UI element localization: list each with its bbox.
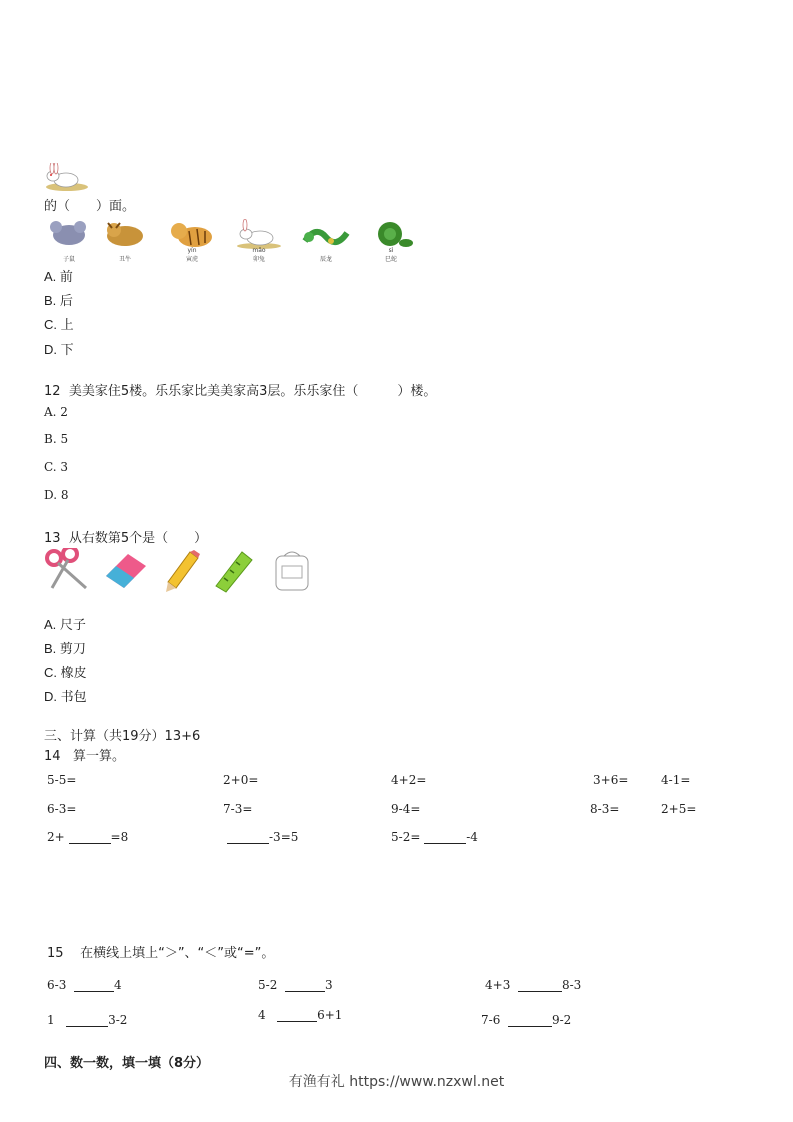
zodiac-label: 寅虎 [185, 256, 198, 263]
question-number: 15 [47, 946, 64, 961]
watermark-footer: 有渔有礼 https://www.nzxwl.net [288, 1074, 505, 1090]
compare-left: 7-6 [481, 1013, 501, 1027]
answer-blank[interactable] [227, 831, 269, 844]
equation: 5-5= [47, 773, 77, 787]
compare-item [485, 978, 581, 992]
zodiac-label: 子鼠 [62, 256, 75, 263]
equation: 3+6= [593, 773, 629, 787]
q11-option-b[interactable]: B. 后 [44, 293, 73, 308]
fill-equation [227, 830, 298, 844]
q12-option-d[interactable]: D. 8 [44, 488, 69, 502]
answer-blank[interactable] [508, 1014, 552, 1027]
answer-blank[interactable] [66, 1014, 108, 1027]
question-number: 12 [44, 384, 61, 399]
zodiac-label: 辰龙 [319, 256, 332, 263]
equation: 7-3= [223, 802, 253, 816]
q12-option-a[interactable]: A. 2 [44, 405, 68, 419]
q12-question [44, 380, 436, 399]
compare-item [47, 1013, 127, 1027]
section-title: 三、计算（共19分）13+6 [44, 729, 201, 744]
equation: 2+0= [223, 773, 259, 787]
compare-left: 1 [47, 1013, 55, 1027]
scissors-image [44, 548, 92, 594]
equation: 4+2= [391, 773, 427, 787]
compare-left: 6-3 [47, 978, 67, 992]
rabbit-image [44, 163, 90, 191]
equation-part: -4 [466, 830, 478, 844]
compare-right: 6+1 [317, 1008, 343, 1022]
zodiac-label: 巳蛇 [384, 256, 397, 263]
question-number: 14 [44, 749, 61, 764]
q13-option-d[interactable]: D. 书包 [44, 689, 87, 704]
q15-question [47, 942, 274, 961]
equation-part: 2+ [47, 830, 65, 844]
compare-left: 4 [258, 1008, 266, 1022]
q12-option-b[interactable]: B. 5 [44, 432, 69, 446]
equation-part: 5-2= [391, 830, 421, 844]
q13-option-a[interactable]: A. 尺子 [44, 617, 86, 632]
q13-option-b[interactable]: B. 剪刀 [44, 641, 86, 656]
equation: 9-4= [391, 802, 421, 816]
compare-item [47, 978, 122, 992]
q14-question [44, 745, 125, 764]
pencil-image [158, 548, 206, 594]
compare-right: 3 [324, 978, 333, 992]
q13-option-c[interactable]: C. 橡皮 [44, 665, 87, 680]
answer-blank[interactable] [74, 979, 114, 992]
compare-item [481, 1013, 571, 1027]
equation-part: -3=5 [269, 830, 299, 844]
fill-equation [391, 830, 478, 844]
tiger-pinyin: yín [187, 247, 197, 254]
q12-option-c[interactable]: C. 3 [44, 460, 69, 474]
equation: 8-3= [590, 802, 620, 816]
q11-option-c[interactable]: C. 上 [44, 317, 74, 332]
equation: 2+5= [661, 802, 697, 816]
q13-stem: 从右数第5个是（ ） [68, 531, 208, 546]
compare-item [258, 978, 333, 992]
compare-right: 4 [113, 978, 122, 992]
answer-blank[interactable] [277, 1009, 317, 1022]
q12-stem: 美美家住5楼。乐乐家比美美家高3层。乐乐家住（ ）楼。 [68, 384, 437, 399]
compare-left: 5-2 [258, 978, 278, 992]
q11-option-a[interactable]: A. 前 [44, 269, 73, 284]
schoolbag-image [268, 548, 316, 594]
zodiac-label: 卯兔 [252, 256, 265, 263]
section-title: 四、数一数，填一填（8分） [44, 1056, 210, 1071]
question-number: 13 [44, 531, 61, 546]
q11-option-d[interactable]: D. 下 [44, 342, 74, 357]
compare-right: 9-2 [551, 1013, 572, 1027]
compare-left: 4+3 [485, 978, 511, 992]
equation-part: =8 [110, 830, 129, 844]
fill-equation [47, 830, 128, 844]
ruler-image [210, 548, 258, 594]
rabbit-pinyin: mǎo [252, 247, 266, 254]
answer-blank[interactable] [424, 831, 466, 844]
q14-stem: 算一算。 [72, 749, 125, 764]
zodiac-label: 丑牛 [118, 256, 131, 263]
answer-blank[interactable] [518, 979, 562, 992]
q15-stem: 在横线上填上“＞”、“＜”或“=”。 [80, 946, 275, 961]
answer-blank[interactable] [285, 979, 325, 992]
q11-stem: 的（ ）面。 [44, 199, 136, 214]
compare-right: 3-2 [108, 1013, 128, 1027]
compare-right: 8-3 [561, 978, 582, 992]
snake-pinyin: sì [388, 247, 394, 254]
equation: 6-3= [47, 802, 77, 816]
answer-blank[interactable] [69, 831, 111, 844]
equation: 4-1= [661, 773, 691, 787]
q13-question [44, 527, 207, 546]
compare-item [258, 1008, 342, 1022]
eraser-image [102, 548, 150, 594]
